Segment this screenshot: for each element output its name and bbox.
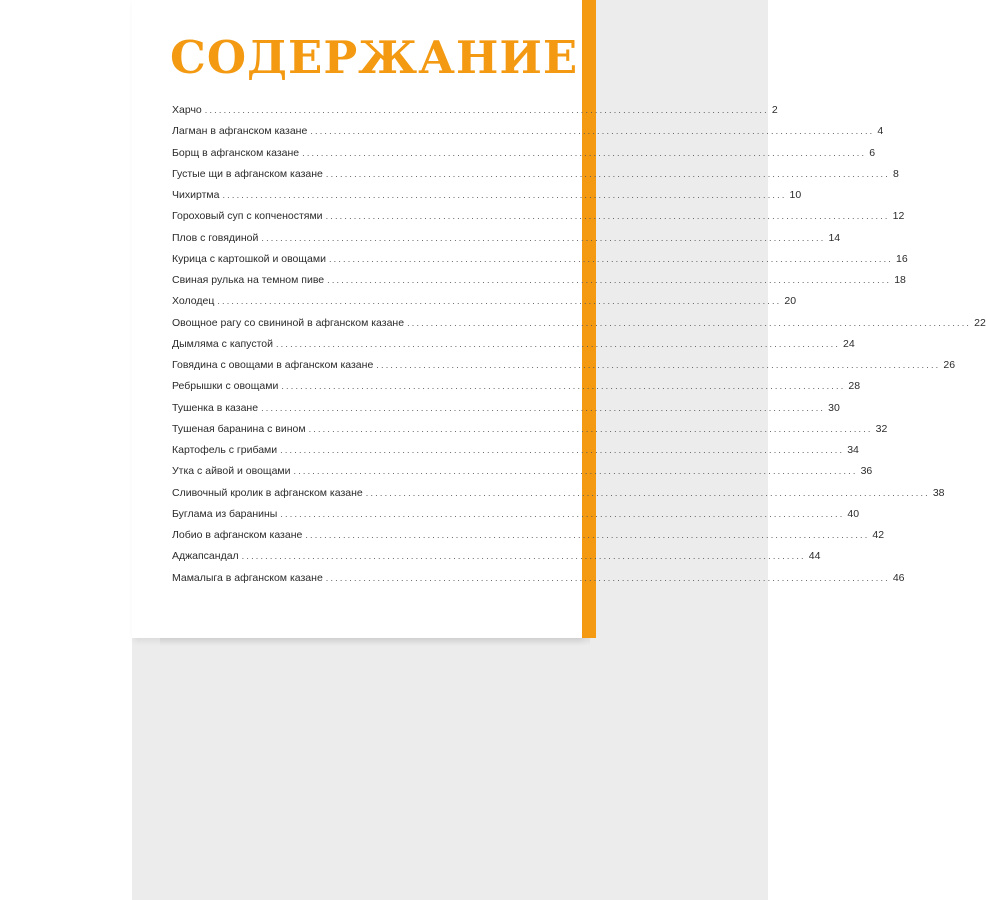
dot-leader: ........................................................................................................................ bbox=[302, 147, 867, 158]
dot-leader: ........................................................................................................................ bbox=[204, 105, 769, 115]
toc-entry-title: Мамалыга в афганском казане bbox=[172, 571, 323, 584]
toc-entry-title: Аджапсандал bbox=[172, 550, 239, 563]
toc-entry bbox=[172, 571, 905, 593]
toc-entry bbox=[172, 550, 821, 571]
toc-entry-page-number: 16 bbox=[896, 252, 908, 265]
toc-entry-title: Лагман в афганском казане bbox=[172, 125, 308, 138]
dot-leader: ........................................................................................................................ bbox=[305, 530, 870, 540]
toc-entry-page-number: 22 bbox=[974, 316, 986, 329]
toc-entry-title: Картофель с грибами bbox=[172, 444, 278, 456]
toc-entry bbox=[172, 316, 986, 338]
page-title: СОДЕРЖАНИЕ bbox=[170, 31, 579, 84]
toc-entry-title: Говядина с овощами в афганском казане bbox=[172, 359, 374, 371]
toc-entry-title: Овощное рагу со свининой в афганском казане bbox=[172, 316, 405, 329]
dot-leader: ........................................................................................................................ bbox=[376, 360, 941, 370]
toc-entry-title: Гороховый суп с копченостями bbox=[172, 210, 323, 223]
dot-leader: ........................................................................................................................ bbox=[328, 253, 893, 264]
toc-entry-title: Свиная рулька на темном пиве bbox=[172, 274, 325, 286]
dot-leader: ........................................................................................................................ bbox=[217, 296, 782, 307]
dot-leader: ........................................................................................................................ bbox=[325, 211, 890, 222]
toc-entry-title: Борщ в афганском казане bbox=[172, 146, 300, 159]
toc-entry-page-number: 40 bbox=[847, 507, 860, 520]
dot-leader: ........................................................................................................................ bbox=[365, 487, 930, 498]
toc-entry-title: Густые щи в афганском казане bbox=[172, 167, 323, 180]
toc-entry-page-number: 4 bbox=[877, 125, 884, 138]
toc-entry-page-number: 12 bbox=[892, 210, 905, 223]
toc-entry bbox=[172, 231, 841, 253]
toc-entry-page-number: 42 bbox=[872, 529, 885, 541]
dot-leader: ........................................................................................................................ bbox=[325, 572, 890, 583]
toc-entry-title: Ребрышки с овощами bbox=[172, 380, 279, 393]
toc-entry bbox=[172, 359, 956, 380]
toc-entry-page-number: 18 bbox=[894, 274, 906, 286]
toc-entry-page-number: 46 bbox=[892, 571, 905, 584]
dot-leader: ........................................................................................................................ bbox=[310, 126, 875, 137]
toc-entry bbox=[172, 189, 802, 210]
toc-entry bbox=[172, 274, 906, 295]
table-of-contents bbox=[172, 104, 986, 593]
toc-entry-page-number: 28 bbox=[848, 380, 861, 393]
toc-entry bbox=[172, 167, 899, 189]
toc-entry-page-number: 26 bbox=[943, 359, 956, 371]
dot-leader: ........................................................................................................................ bbox=[261, 232, 826, 243]
toc-entry bbox=[172, 444, 859, 465]
dot-leader: ........................................................................................................................ bbox=[325, 168, 890, 179]
toc-entry-title: Утка с айвой и овощами bbox=[172, 465, 291, 478]
toc-entry bbox=[172, 104, 778, 125]
toc-entry bbox=[172, 486, 945, 508]
toc-entry bbox=[172, 146, 876, 168]
toc-entry-title: Чихиртма bbox=[172, 189, 220, 201]
toc-entry bbox=[172, 507, 860, 529]
toc-entry-title: Буглама из баранины bbox=[172, 507, 278, 520]
toc-entry-page-number: 20 bbox=[784, 295, 797, 308]
toc-entry bbox=[172, 529, 885, 550]
dot-leader: ........................................................................................................................ bbox=[275, 338, 841, 349]
toc-entry-title: Плов с говядиной bbox=[172, 231, 259, 244]
toc-entry bbox=[172, 465, 873, 486]
dot-leader: ........................................................................................................................ bbox=[261, 402, 826, 413]
toc-entry-page-number: 38 bbox=[932, 486, 945, 499]
toc-entry bbox=[172, 380, 861, 401]
dot-leader: ........................................................................................................................ bbox=[241, 551, 806, 562]
toc-entry-title: Курица с картошкой и овощами bbox=[172, 252, 326, 265]
toc-entry-page-number: 44 bbox=[808, 550, 821, 563]
toc-entry bbox=[172, 210, 905, 231]
dot-leader: ........................................................................................................................ bbox=[280, 508, 845, 519]
toc-entry-page-number: 10 bbox=[789, 189, 802, 201]
toc-entry-page-number: 14 bbox=[828, 231, 841, 244]
toc-entry bbox=[172, 422, 888, 444]
toc-entry bbox=[172, 401, 840, 423]
toc-entry-page-number: 2 bbox=[771, 104, 778, 116]
dot-leader: ........................................................................................................................ bbox=[308, 423, 873, 434]
dot-leader: ........................................................................................................................ bbox=[327, 275, 892, 285]
toc-entry-page-number: 36 bbox=[860, 465, 873, 478]
toc-entry-title: Тушенка в казане bbox=[172, 401, 259, 414]
dot-leader: ........................................................................................................................ bbox=[222, 190, 787, 200]
toc-entry-title: Тушеная баранина с вином bbox=[172, 422, 306, 435]
toc-entry-page-number: 32 bbox=[875, 422, 888, 435]
toc-entry-page-number: 34 bbox=[847, 444, 859, 456]
dot-leader: ........................................................................................................................ bbox=[280, 445, 845, 455]
toc-entry-title: Харчо bbox=[172, 104, 202, 116]
toc-entry-title: Холодец bbox=[172, 295, 215, 308]
dot-leader: ........................................................................................................................ bbox=[407, 317, 972, 328]
toc-entry bbox=[172, 252, 908, 274]
toc-entry-title: Лобио в афганском казане bbox=[172, 529, 303, 541]
toc-entry-title: Сливочный кролик в афганском казане bbox=[172, 486, 363, 499]
toc-entry bbox=[172, 125, 884, 146]
dot-leader: ........................................................................................................................ bbox=[293, 466, 858, 477]
toc-entry bbox=[172, 337, 855, 359]
toc-entry-title: Дымляма с капустой bbox=[172, 337, 273, 350]
toc-entry-page-number: 8 bbox=[892, 167, 899, 180]
dot-leader: ........................................................................................................................ bbox=[281, 381, 846, 392]
toc-entry-page-number: 24 bbox=[843, 337, 855, 350]
toc-entry-page-number: 30 bbox=[828, 401, 840, 414]
toc-entry bbox=[172, 295, 797, 316]
toc-entry-page-number: 6 bbox=[869, 146, 876, 159]
